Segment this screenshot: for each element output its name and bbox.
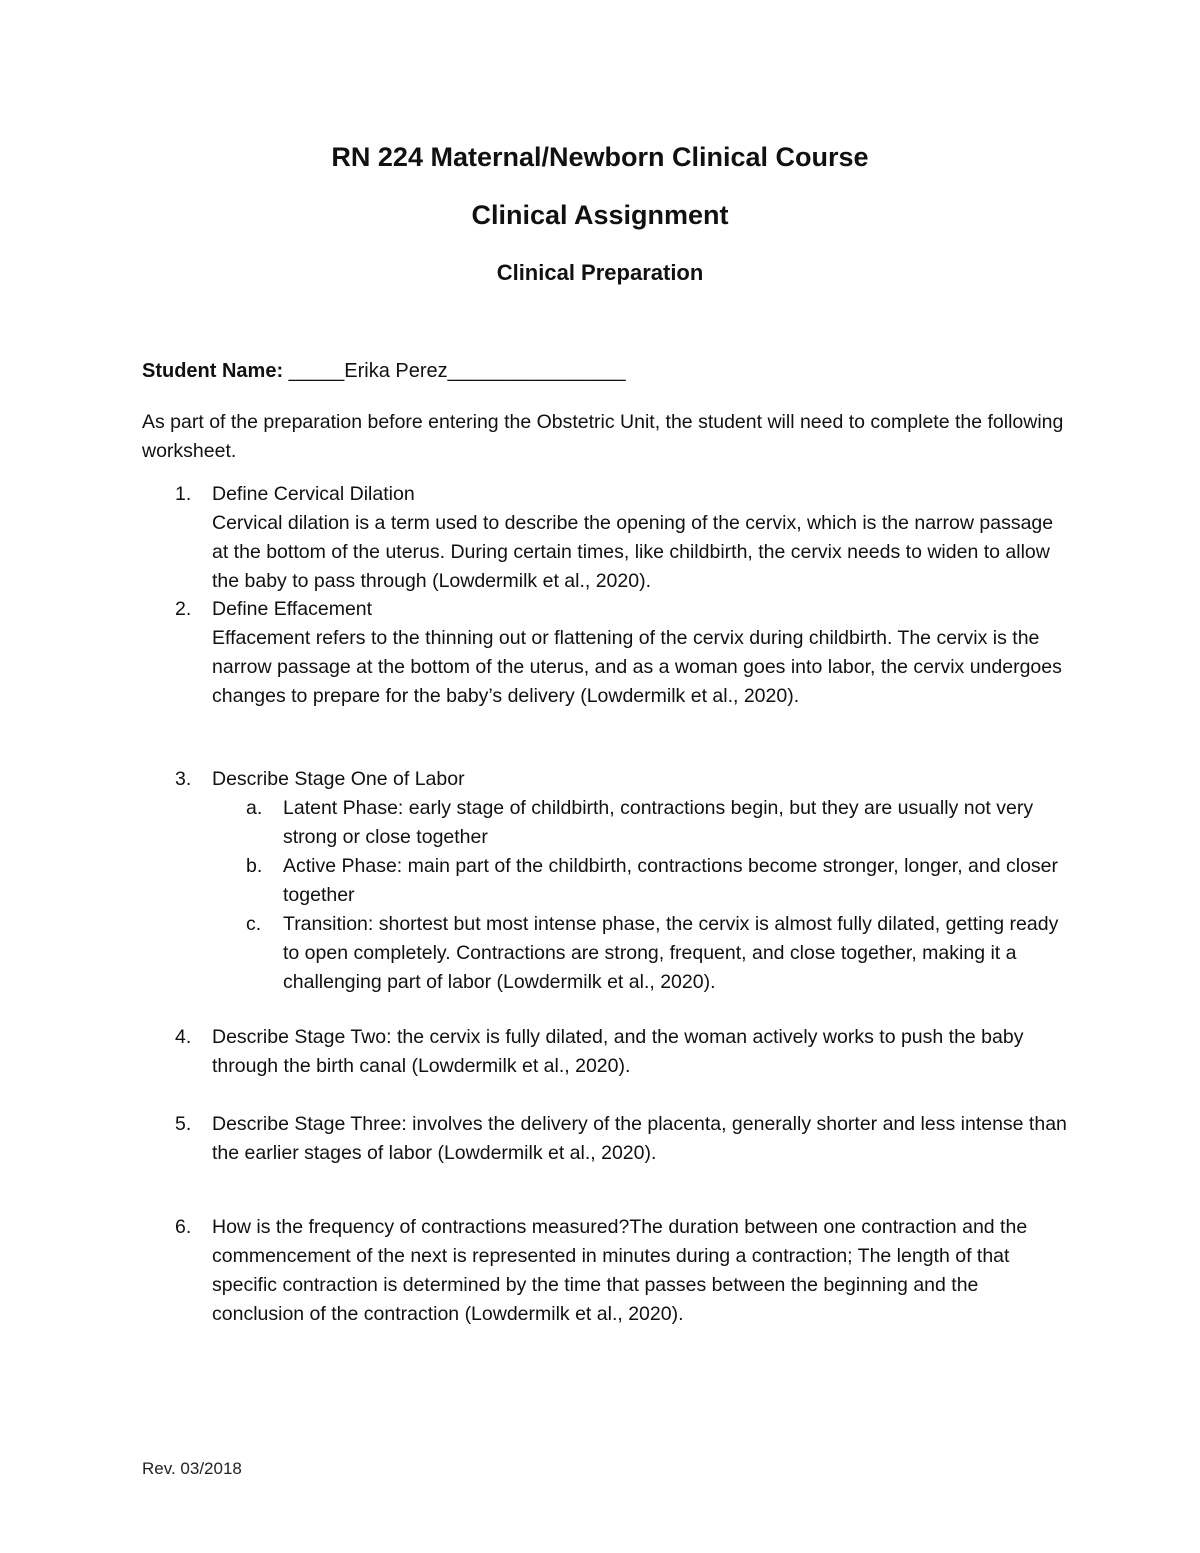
- item-number: 4.: [175, 1026, 192, 1048]
- sub-item-letter: a.: [246, 797, 263, 819]
- list-item: [142, 1023, 1072, 1081]
- item-heading: Define Effacement: [212, 598, 373, 620]
- sub-item-text: Transition: shortest but most intense phase, the cervix is almost fully dilated, getting ready to open completely. Contractions are strong, frequent, and close together, making it a challenging part of labor (Lowdermilk et al., 2020).: [283, 913, 1059, 993]
- item-heading: Define Cervical Dilation: [212, 483, 415, 505]
- item-number: 2.: [175, 598, 192, 620]
- sub-item: [142, 794, 1072, 852]
- sub-item-text: Active Phase: main part of the childbirth, contractions become stronger, longer, and closer together: [283, 855, 1059, 906]
- item-number: 3.: [175, 768, 192, 790]
- item-answer: Cervical dilation is a term used to describe the opening of the cervix, which is the narrow passage at the bottom of the uterus. During certain times, like childbirth, the cervix needs to widen to allow the baby to pass through (Lowdermilk et al., 2020).: [212, 512, 1054, 592]
- sub-item-letter: b.: [246, 855, 263, 877]
- item-answer: Describe Stage Two: the cervix is fully dilated, and the woman actively works to push the baby through the birth canal (Lowdermilk et al., 2020).: [212, 1026, 1024, 1077]
- item-number: 1.: [175, 483, 192, 505]
- item-answer: How is the frequency of contractions measured?The duration between one contraction and the commencement of the next is represented in minutes during a contraction; The length of that specific contraction is determined by the time that passes between the beginning and the conclusion of the contraction (Lowdermilk et al., 2020).: [212, 1216, 1028, 1325]
- student-name-label: Student Name:: [142, 360, 284, 382]
- sub-item-text: Latent Phase: early stage of childbirth, contractions begin, but they are usually not very strong or close together: [283, 797, 1034, 848]
- sub-item: [142, 910, 1072, 997]
- item-heading: Describe Stage One of Labor: [212, 768, 465, 790]
- assignment-title: Clinical Assignment: [471, 200, 729, 230]
- list-item: [142, 1110, 1072, 1168]
- sub-item: [142, 852, 1072, 910]
- intro-paragraph: As part of the preparation before entering the Obstetric Unit, the student will need to complete the following worksheet.: [142, 411, 1064, 462]
- course-title: RN 224 Maternal/Newborn Clinical Course: [331, 142, 869, 172]
- sub-item-letter: c.: [246, 913, 262, 935]
- list-item: [142, 595, 1072, 711]
- item-number: 5.: [175, 1113, 192, 1135]
- section-title: Clinical Preparation: [496, 260, 704, 285]
- revision-footer: Rev. 03/2018: [142, 1459, 242, 1478]
- student-name-line: [142, 360, 626, 383]
- list-item: [142, 765, 1072, 997]
- item-answer: Effacement refers to the thinning out or flattening of the cervix during childbirth. The cervix is the narrow passage at the bottom of the uterus, and as a woman goes into labor, the cervix undergoes changes to prepare for the baby’s delivery (Lowdermilk et al., 2020).: [212, 627, 1062, 707]
- list-item: [142, 480, 1072, 596]
- item-number: 6.: [175, 1216, 192, 1238]
- item-answer: Describe Stage Three: involves the delivery of the placenta, generally shorter and less intense than the earlier stages of labor (Lowdermilk et al., 2020).: [212, 1113, 1067, 1164]
- list-item: [142, 1213, 1072, 1329]
- student-name-value: _____Erika Perez________________: [283, 360, 626, 382]
